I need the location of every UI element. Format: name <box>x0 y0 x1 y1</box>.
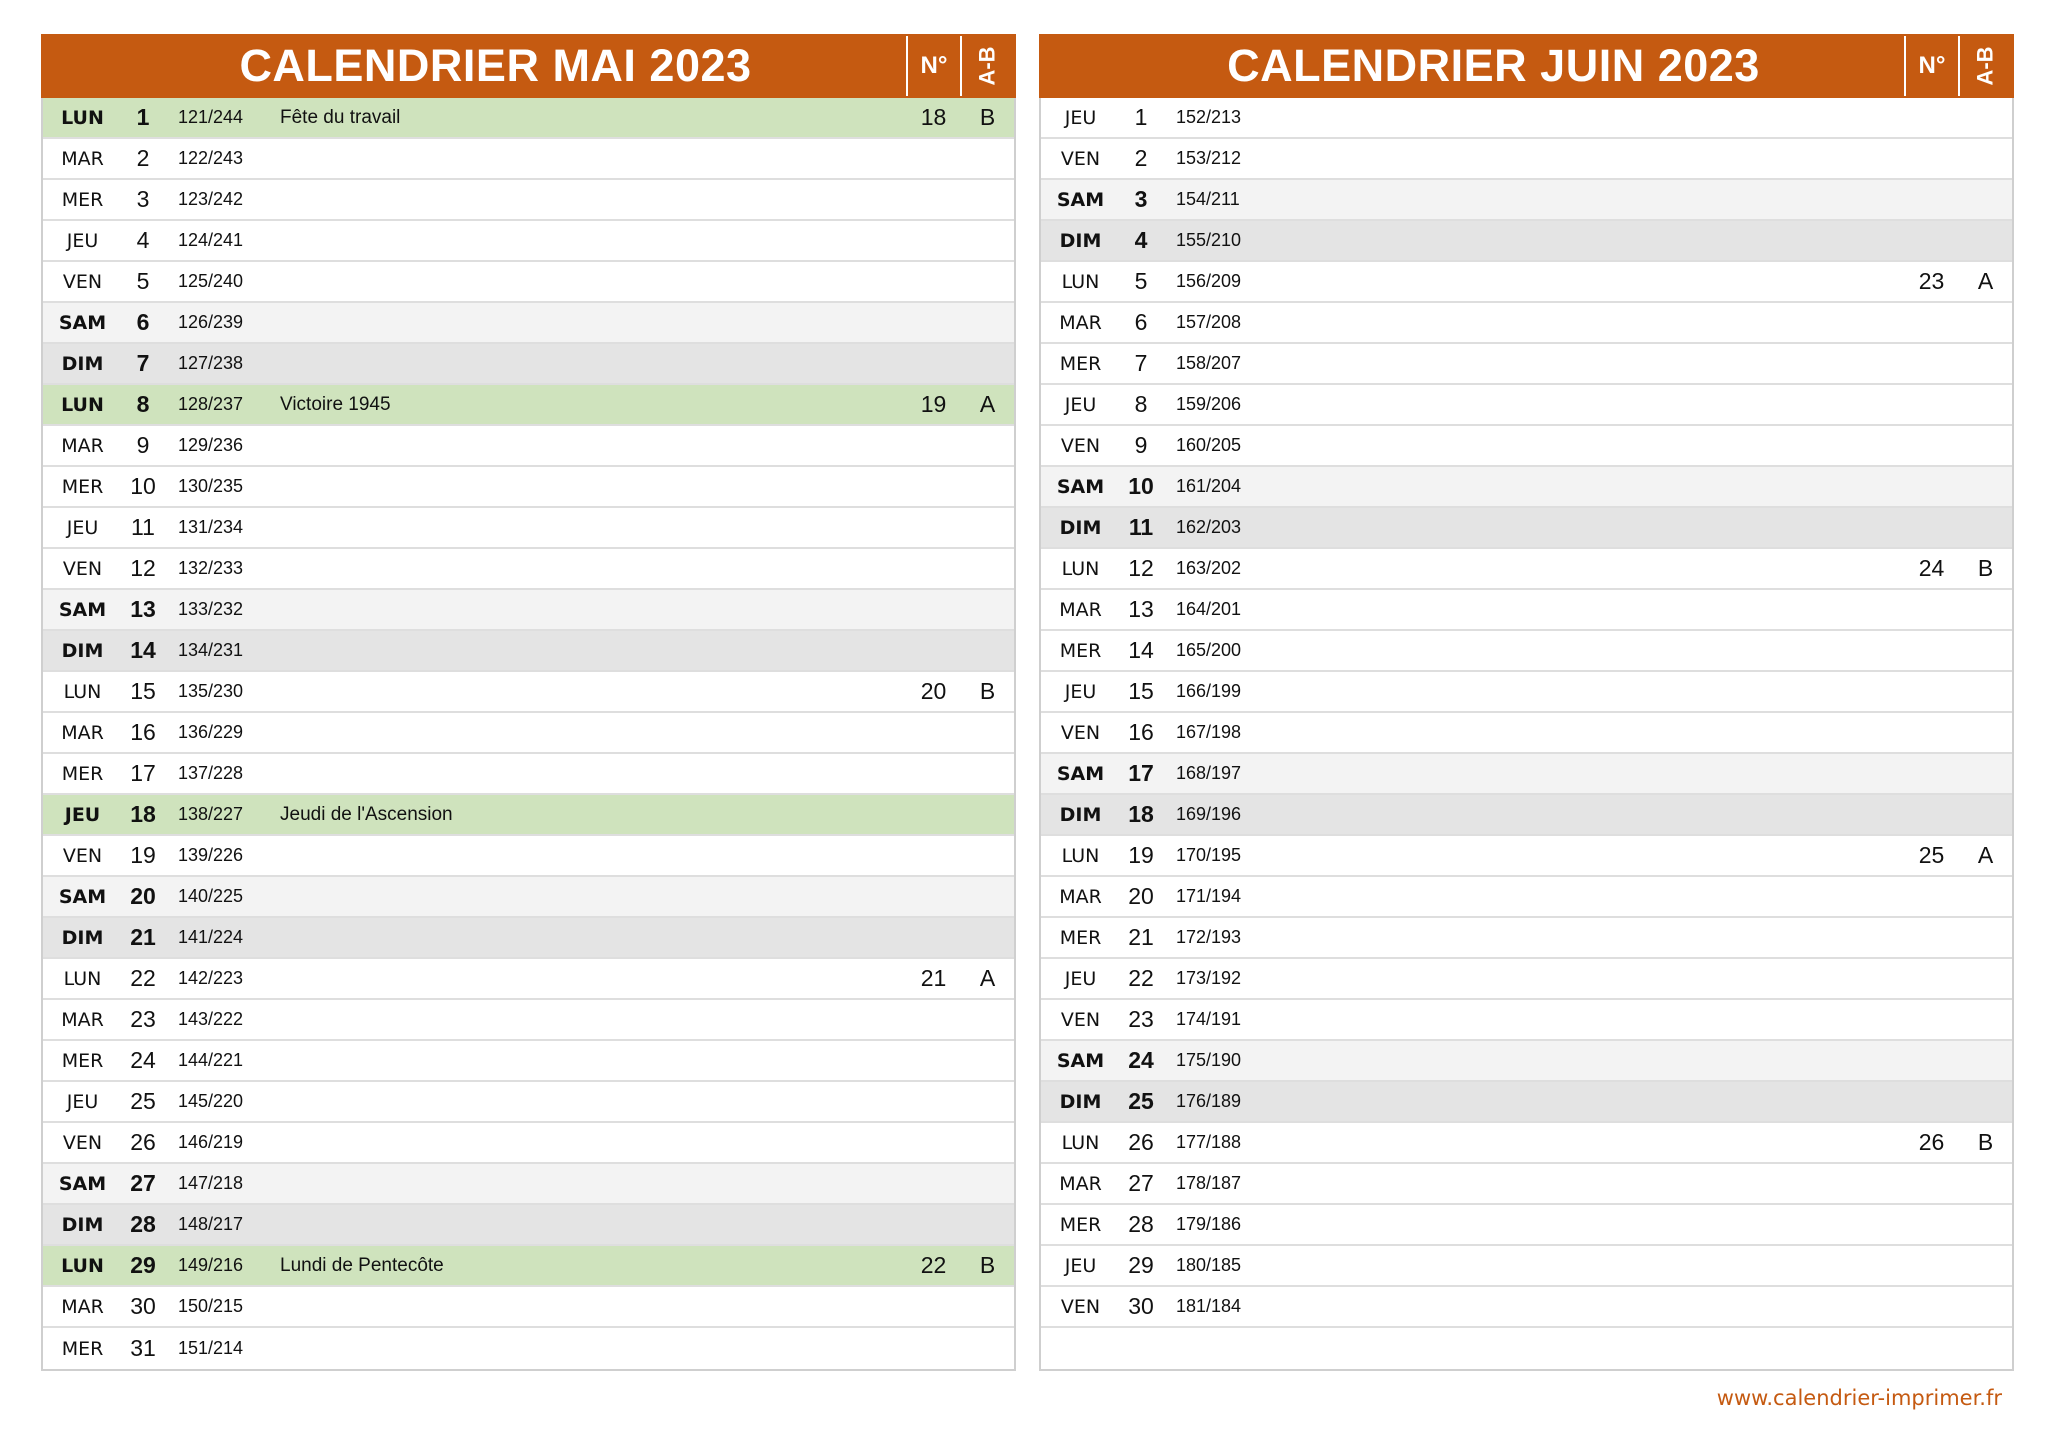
day-of-year: 135/230 <box>178 681 244 701</box>
weekday-label: VEN <box>1060 721 1101 744</box>
weekday-label: JEU <box>64 803 101 826</box>
day-number: 8 <box>1134 391 1148 417</box>
day-number: 27 <box>1128 1170 1154 1196</box>
day-number: 23 <box>1128 1006 1154 1032</box>
day-row <box>43 1000 1014 1041</box>
day-of-year: 169/196 <box>1176 804 1242 824</box>
weekday-label: MER <box>1059 1213 1102 1236</box>
weekday-label: MAR <box>61 434 104 457</box>
weekday-label: SAM <box>58 885 107 908</box>
day-of-year: 170/195 <box>1176 845 1242 865</box>
day-row <box>1041 1328 2012 1369</box>
weekday-label: LUN <box>1061 1131 1100 1154</box>
day-of-year: 179/186 <box>1176 1214 1242 1234</box>
day-row <box>1041 795 2012 836</box>
day-of-year: 137/228 <box>178 763 244 783</box>
day-of-year: 121/244 <box>178 107 244 127</box>
day-row <box>43 1041 1014 1082</box>
weekday-label: MER <box>61 1049 104 1072</box>
day-number: 13 <box>1128 596 1154 622</box>
day-of-year: 166/199 <box>1176 681 1242 701</box>
day-number: 9 <box>136 432 150 458</box>
weekday-label: LUN <box>1061 844 1100 867</box>
week-number: 18 <box>920 104 947 130</box>
day-number: 19 <box>1128 842 1154 868</box>
day-of-year: 153/212 <box>1176 148 1242 168</box>
week-number: 20 <box>920 678 947 704</box>
day-row <box>1041 959 2012 1000</box>
day-row <box>43 344 1014 385</box>
day-of-year: 148/217 <box>178 1214 244 1234</box>
weekday-label: LUN <box>61 1254 104 1277</box>
day-number: 2 <box>1134 145 1148 171</box>
weekday-label: VEN <box>62 844 103 867</box>
weekday-label: DIM <box>1059 229 1102 252</box>
weekday-label: MAR <box>1059 1172 1102 1195</box>
day-number: 17 <box>130 760 156 786</box>
day-row <box>43 1328 1014 1369</box>
day-number: 10 <box>130 473 156 499</box>
day-of-year: 177/188 <box>1176 1132 1242 1152</box>
weekday-label: MER <box>1059 352 1102 375</box>
weekday-label: MER <box>61 475 104 498</box>
weekday-label: JEU <box>1064 967 1097 990</box>
week-ab: A <box>979 965 996 991</box>
day-of-year: 124/241 <box>178 230 244 250</box>
day-number: 12 <box>130 555 156 581</box>
day-number: 21 <box>1128 924 1154 950</box>
weekday-label: VEN <box>62 1131 103 1154</box>
day-row <box>43 262 1014 303</box>
day-of-year: 167/198 <box>1176 722 1242 742</box>
day-of-year: 149/216 <box>178 1255 244 1275</box>
day-row <box>43 1082 1014 1123</box>
day-number: 29 <box>1128 1252 1154 1278</box>
day-number: 1 <box>1134 104 1148 130</box>
weekday-label: SAM <box>58 311 107 334</box>
weekday-label: MAR <box>1059 311 1102 334</box>
weekday-label: SAM <box>58 1172 107 1195</box>
day-of-year: 154/211 <box>1176 189 1240 209</box>
day-of-year: 157/208 <box>1176 312 1242 332</box>
day-of-year: 160/205 <box>1176 435 1242 455</box>
day-row <box>43 672 1014 713</box>
weekday-label: MER <box>1059 639 1102 662</box>
weekday-label: DIM <box>61 639 104 662</box>
weekday-label: JEU <box>1064 393 1097 416</box>
day-number: 6 <box>136 309 150 335</box>
weekday-label: SAM <box>58 598 107 621</box>
day-row <box>1041 1000 2012 1041</box>
week-ab: B <box>1977 1129 1994 1155</box>
day-number: 23 <box>130 1006 156 1032</box>
day-row <box>43 754 1014 795</box>
week-number-header: N° <box>906 36 960 96</box>
day-number: 5 <box>1134 268 1148 294</box>
day-number: 7 <box>1134 350 1148 376</box>
week-ab: B <box>979 104 996 130</box>
day-row <box>43 221 1014 262</box>
calendar-header <box>41 34 1016 98</box>
day-row <box>1041 918 2012 959</box>
weekday-label: MAR <box>1059 885 1102 908</box>
day-of-year: 172/193 <box>1176 927 1242 947</box>
day-number: 24 <box>1128 1047 1154 1073</box>
day-number: 4 <box>1134 227 1148 253</box>
weekday-label: DIM <box>61 352 104 375</box>
day-row <box>1041 303 2012 344</box>
day-number: 18 <box>130 801 156 827</box>
day-row <box>43 836 1014 877</box>
weekday-label: MAR <box>61 721 104 744</box>
day-of-year: 134/231 <box>178 640 244 660</box>
day-row <box>43 877 1014 918</box>
day-row <box>1041 467 2012 508</box>
day-number: 15 <box>130 678 156 704</box>
day-row <box>1041 508 2012 549</box>
weekday-label: LUN <box>63 967 102 990</box>
day-row <box>43 508 1014 549</box>
weekday-label: MER <box>61 1337 104 1360</box>
day-number: 28 <box>1128 1211 1154 1237</box>
weekday-label: VEN <box>1060 434 1101 457</box>
day-of-year: 164/201 <box>1176 599 1242 619</box>
weekday-label: DIM <box>61 926 104 949</box>
weekday-label: MAR <box>1059 598 1102 621</box>
day-number: 6 <box>1134 309 1148 335</box>
weekday-label: SAM <box>1056 188 1105 211</box>
week-ab-header <box>960 36 1014 96</box>
day-of-year: 150/215 <box>178 1296 244 1316</box>
weekday-label: DIM <box>61 1213 104 1236</box>
day-of-year: 159/206 <box>1176 394 1242 414</box>
day-number: 10 <box>1128 473 1154 499</box>
day-number: 5 <box>136 268 150 294</box>
day-row <box>43 1164 1014 1205</box>
day-row <box>1041 262 2012 303</box>
day-row <box>1041 385 2012 426</box>
day-of-year: 130/235 <box>178 476 244 496</box>
day-of-year: 127/238 <box>178 353 244 373</box>
day-of-year: 145/220 <box>178 1091 244 1111</box>
calendar-body <box>41 98 1016 1371</box>
day-row <box>1041 590 2012 631</box>
day-of-year: 151/214 <box>178 1338 244 1358</box>
day-number: 3 <box>136 186 150 212</box>
day-of-year: 144/221 <box>178 1050 244 1070</box>
day-row <box>43 631 1014 672</box>
day-number: 11 <box>1128 514 1154 540</box>
day-row <box>43 180 1014 221</box>
day-number: 7 <box>136 350 150 376</box>
day-row <box>1041 877 2012 918</box>
day-of-year: 129/236 <box>178 435 244 455</box>
day-number: 20 <box>130 883 156 909</box>
day-of-year: 181/184 <box>1176 1296 1242 1316</box>
day-number: 9 <box>1134 432 1148 458</box>
day-number: 8 <box>136 391 150 417</box>
weekday-label: VEN <box>1060 1295 1101 1318</box>
weekday-label: JEU <box>66 516 99 539</box>
day-of-year: 155/210 <box>1176 230 1242 250</box>
week-number: 19 <box>920 391 947 417</box>
day-row <box>1041 180 2012 221</box>
day-number: 16 <box>130 719 156 745</box>
day-of-year: 146/219 <box>178 1132 244 1152</box>
day-row <box>1041 754 2012 795</box>
weekday-label: LUN <box>1061 270 1100 293</box>
day-row <box>1041 1164 2012 1205</box>
day-number: 20 <box>1128 883 1154 909</box>
day-number: 19 <box>130 842 156 868</box>
week-ab: B <box>1977 555 1994 581</box>
weekday-label: MER <box>1059 926 1102 949</box>
day-row <box>1041 713 2012 754</box>
week-ab-header-label: A-B <box>974 46 1000 86</box>
week-ab: A <box>1977 268 1994 294</box>
weekday-label: SAM <box>1056 475 1105 498</box>
weekday-label: SAM <box>1056 1049 1105 1072</box>
day-number: 17 <box>1128 760 1154 786</box>
day-row <box>43 549 1014 590</box>
day-row <box>43 959 1014 1000</box>
week-number: 26 <box>1918 1129 1945 1155</box>
weekday-label: MER <box>61 188 104 211</box>
week-number-header: N° <box>1904 36 1958 96</box>
day-number: 25 <box>1128 1088 1154 1114</box>
weekday-label: LUN <box>63 680 102 703</box>
day-row <box>1041 672 2012 713</box>
calendar-may <box>41 34 1016 1371</box>
day-number: 18 <box>1128 801 1154 827</box>
day-number: 30 <box>1128 1293 1154 1319</box>
day-number: 30 <box>130 1293 156 1319</box>
day-of-year: 180/185 <box>1176 1255 1242 1275</box>
weekday-label: MAR <box>61 147 104 170</box>
footer-url[interactable]: www.calendrier-imprimer.fr <box>1716 1386 2002 1410</box>
weekday-label: VEN <box>1060 147 1101 170</box>
calendar-body <box>1039 98 2014 1371</box>
day-row <box>1041 221 2012 262</box>
weekday-label: DIM <box>1059 516 1102 539</box>
week-ab-header-label: A-B <box>1972 46 1998 86</box>
day-of-year: 173/192 <box>1176 968 1242 988</box>
day-row <box>43 590 1014 631</box>
week-number: 22 <box>920 1252 947 1278</box>
weekday-label: VEN <box>1060 1008 1101 1031</box>
day-row <box>1041 1041 2012 1082</box>
day-row <box>43 1246 1014 1287</box>
day-row <box>1041 1205 2012 1246</box>
day-number: 21 <box>130 924 156 950</box>
day-row <box>43 139 1014 180</box>
day-number: 12 <box>1128 555 1154 581</box>
day-of-year: 136/229 <box>178 722 244 742</box>
day-row <box>43 713 1014 754</box>
calendar-title: CALENDRIER MAI 2023 <box>239 40 752 91</box>
day-of-year: 139/226 <box>178 845 244 865</box>
day-row <box>43 98 1014 139</box>
week-ab: A <box>1977 842 1994 868</box>
day-of-year: 128/237 <box>178 394 244 414</box>
day-row <box>1041 426 2012 467</box>
week-number: 25 <box>1918 842 1945 868</box>
day-row <box>43 385 1014 426</box>
day-of-year: 161/204 <box>1176 476 1242 496</box>
weekday-label: JEU <box>66 1090 99 1113</box>
day-number: 26 <box>130 1129 156 1155</box>
day-number: 4 <box>136 227 150 253</box>
day-number: 2 <box>136 145 150 171</box>
weekday-label: VEN <box>62 557 103 580</box>
day-of-year: 138/227 <box>178 804 244 824</box>
day-row <box>1041 549 2012 590</box>
day-of-year: 132/233 <box>178 558 244 578</box>
event-label: Victoire 1945 <box>280 393 391 415</box>
day-number: 26 <box>1128 1129 1154 1155</box>
weekday-label: DIM <box>1059 803 1102 826</box>
day-row <box>43 918 1014 959</box>
day-of-year: 125/240 <box>178 271 244 291</box>
day-row <box>1041 139 2012 180</box>
weekday-label: JEU <box>1064 680 1097 703</box>
day-of-year: 141/224 <box>178 927 244 947</box>
day-number: 22 <box>1128 965 1154 991</box>
day-number: 31 <box>130 1335 156 1361</box>
day-number: 13 <box>130 596 156 622</box>
day-of-year: 142/223 <box>178 968 244 988</box>
weekday-label: LUN <box>61 106 104 129</box>
weekday-label: JEU <box>1064 106 1097 129</box>
day-row <box>43 1123 1014 1164</box>
weekday-label: MER <box>61 762 104 785</box>
weekday-label: SAM <box>1056 762 1105 785</box>
day-of-year: 178/187 <box>1176 1173 1242 1193</box>
day-row <box>43 1287 1014 1328</box>
week-number: 23 <box>1918 268 1945 294</box>
day-of-year: 156/209 <box>1176 271 1242 291</box>
day-number: 16 <box>1128 719 1154 745</box>
day-row <box>43 426 1014 467</box>
weekday-label: JEU <box>66 229 99 252</box>
week-number: 21 <box>920 965 947 991</box>
day-number: 27 <box>130 1170 156 1196</box>
day-number: 3 <box>1134 186 1148 212</box>
week-ab-header <box>1958 36 2012 96</box>
week-number: 24 <box>1918 555 1945 581</box>
day-number: 15 <box>1128 678 1154 704</box>
day-number: 1 <box>136 104 150 130</box>
day-row <box>43 303 1014 344</box>
weekday-label: VEN <box>62 270 103 293</box>
day-number: 25 <box>130 1088 156 1114</box>
day-number: 29 <box>130 1252 156 1278</box>
day-row <box>43 467 1014 508</box>
weekday-label: LUN <box>1061 557 1100 580</box>
day-row <box>1041 1246 2012 1287</box>
day-of-year: 168/197 <box>1176 763 1242 783</box>
day-of-year: 133/232 <box>178 599 244 619</box>
day-number: 28 <box>130 1211 156 1237</box>
day-of-year: 152/213 <box>1176 107 1242 127</box>
day-of-year: 174/191 <box>1176 1009 1242 1029</box>
week-ab: B <box>979 1252 996 1278</box>
day-number: 14 <box>130 637 156 663</box>
day-of-year: 176/189 <box>1176 1091 1242 1111</box>
day-row <box>1041 1287 2012 1328</box>
day-of-year: 162/203 <box>1176 517 1242 537</box>
day-of-year: 140/225 <box>178 886 244 906</box>
day-row <box>1041 1123 2012 1164</box>
weekday-label: JEU <box>1064 1254 1097 1277</box>
day-row <box>1041 836 2012 877</box>
weekday-label: MAR <box>61 1295 104 1318</box>
day-row <box>1041 98 2012 139</box>
day-of-year: 143/222 <box>178 1009 244 1029</box>
day-of-year: 147/218 <box>178 1173 244 1193</box>
day-of-year: 171/194 <box>1176 886 1242 906</box>
week-ab: B <box>979 678 996 704</box>
weekday-label: MAR <box>61 1008 104 1031</box>
day-row <box>43 795 1014 836</box>
day-of-year: 158/207 <box>1176 353 1242 373</box>
day-row <box>1041 631 2012 672</box>
day-of-year: 126/239 <box>178 312 244 332</box>
weekday-label: DIM <box>1059 1090 1102 1113</box>
weekday-label: LUN <box>61 393 104 416</box>
event-label: Jeudi de l'Ascension <box>280 803 453 825</box>
calendar-june <box>1039 34 2014 1371</box>
week-ab: A <box>979 391 996 417</box>
calendar-title: CALENDRIER JUIN 2023 <box>1227 40 1760 91</box>
event-label: Lundi de Pentecôte <box>280 1254 444 1276</box>
day-of-year: 123/242 <box>178 189 244 209</box>
day-number: 24 <box>130 1047 156 1073</box>
day-number: 14 <box>1128 637 1154 663</box>
day-number: 22 <box>130 965 156 991</box>
day-of-year: 165/200 <box>1176 640 1242 660</box>
day-of-year: 163/202 <box>1176 558 1242 578</box>
day-of-year: 122/243 <box>178 148 244 168</box>
day-row <box>1041 1082 2012 1123</box>
day-of-year: 175/190 <box>1176 1050 1242 1070</box>
day-row <box>43 1205 1014 1246</box>
calendar-header <box>1039 34 2014 98</box>
day-number: 11 <box>131 514 155 540</box>
day-of-year: 131/234 <box>178 517 244 537</box>
day-row <box>1041 344 2012 385</box>
event-label: Fête du travail <box>280 106 401 128</box>
